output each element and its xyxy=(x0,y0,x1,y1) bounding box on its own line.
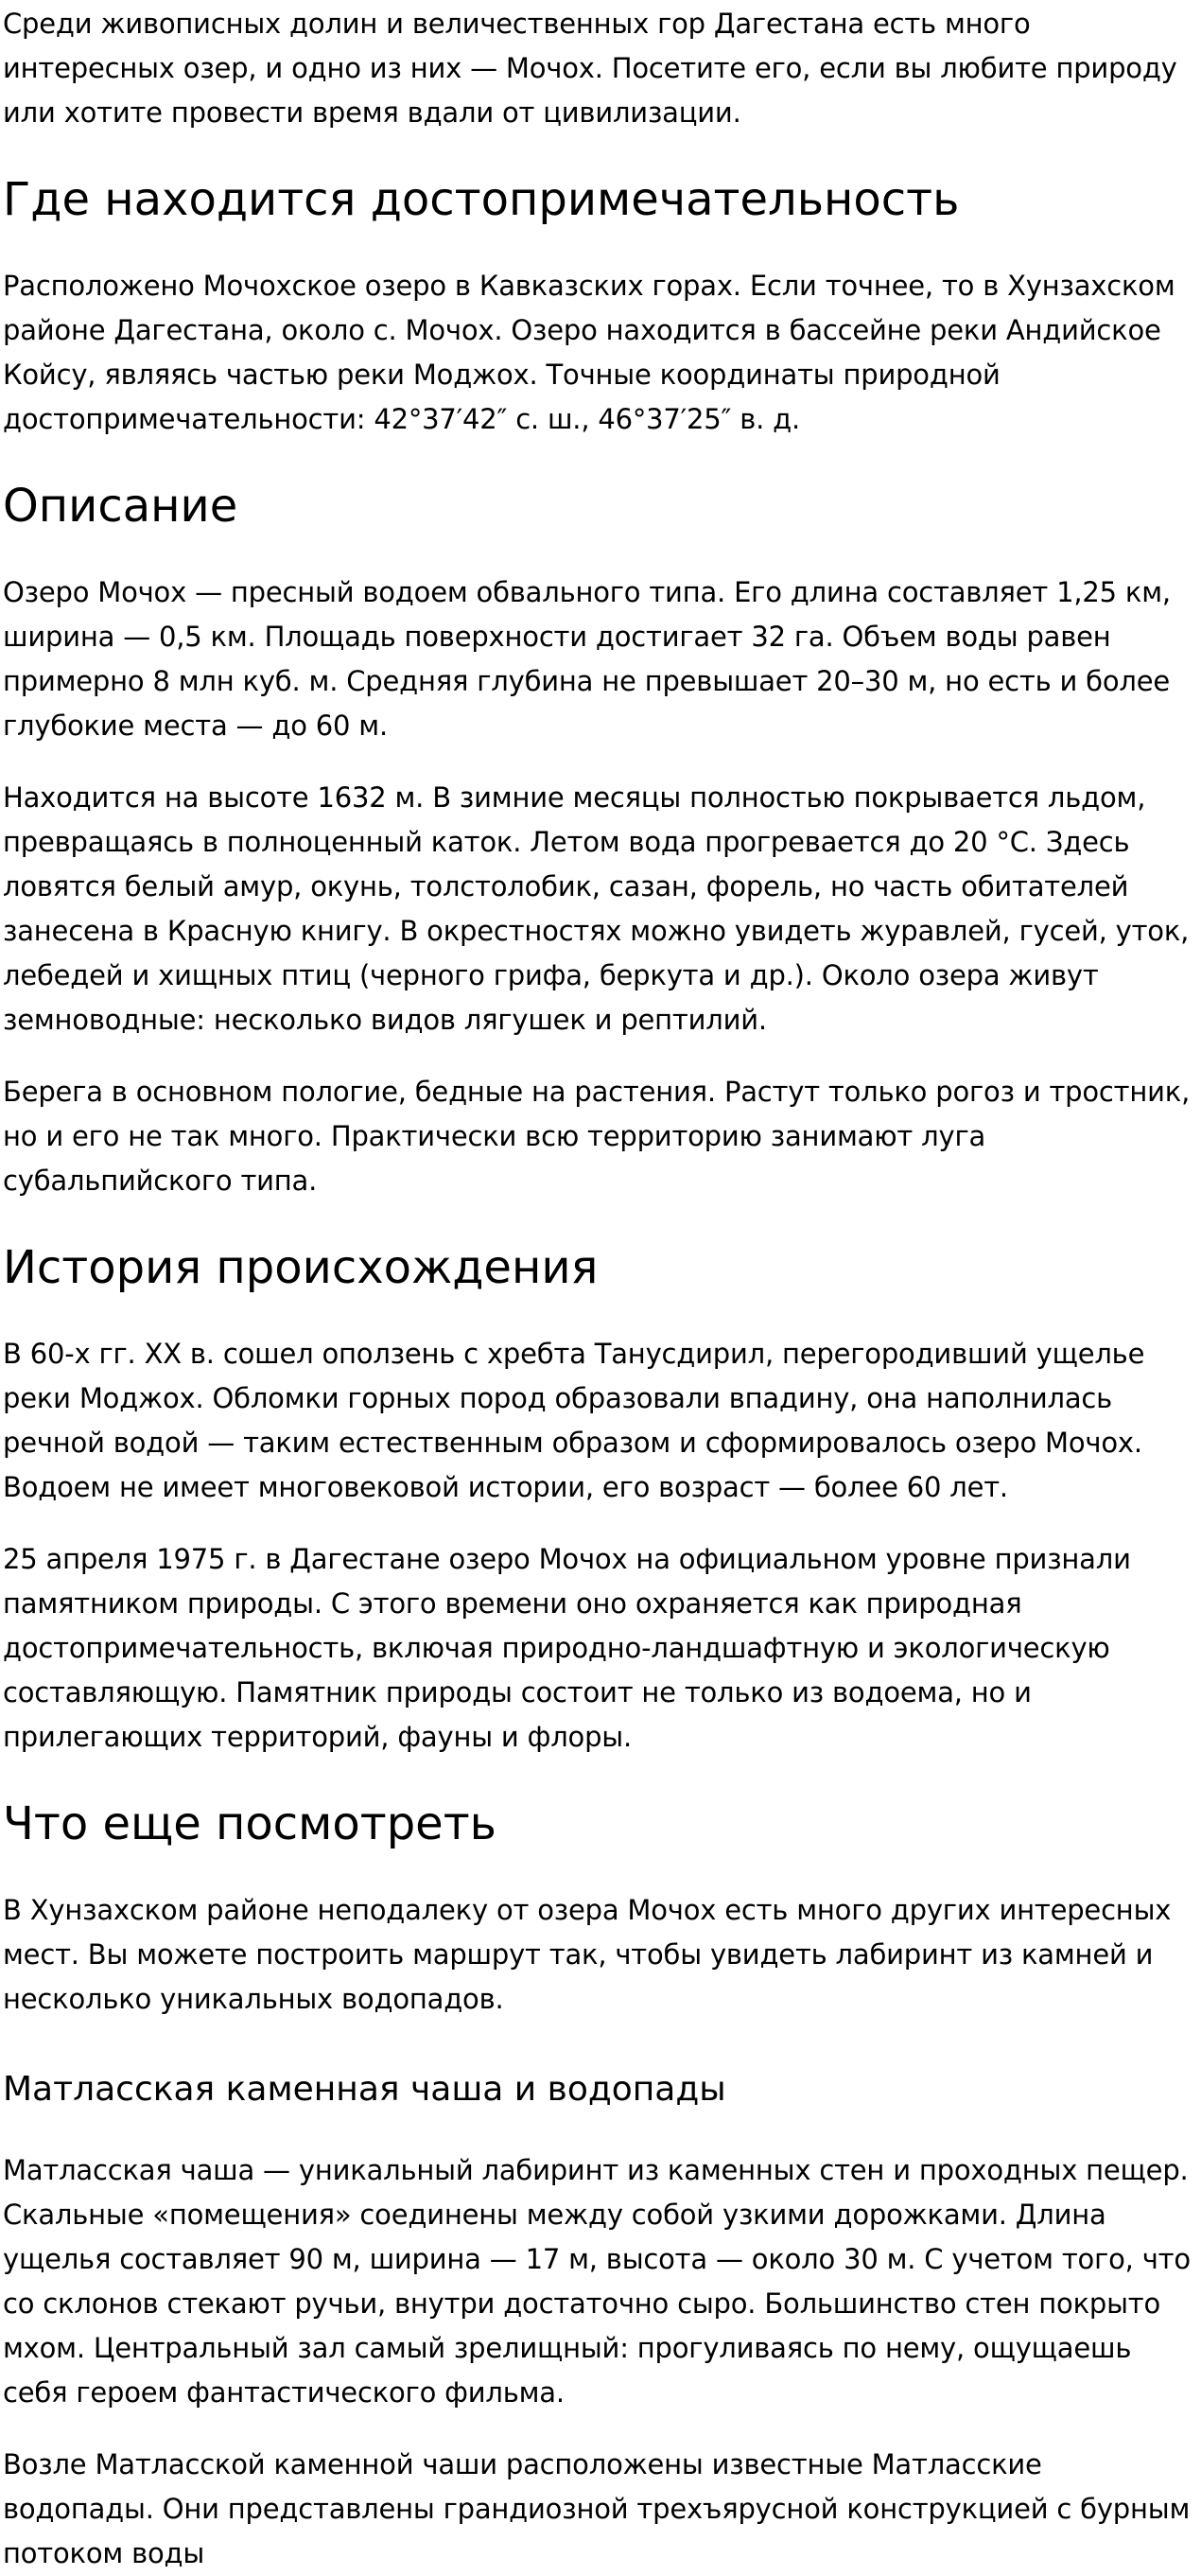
paragraph-history-2: 25 апреля 1975 г. в Дагестане озеро Мочох на официальном уровне признали памятником природы. С этого времени оно охраняется как природная достопримечательность, включая природно-ландшафтную и экологическую составляющую. Памятник природы состоит не только из водоема, но и прилегающих территорий, фауны и флоры. xyxy=(3,1543,1131,1753)
heading-what-else-to-see: Что еще посмотреть xyxy=(3,1797,496,1850)
paragraph-matlas-1: Матласская чаша — уникальный лабиринт из каменных стен и проходных пещер. Скальные «помещения» соединены между собой узкими дорожками. Длина ущелья составляет 90 м, ширина — 17 м, высота — около 30 м. С учетом того, что со склонов стекают ручьи, внутри достаточно сыро. Большинство стен покрыто мхом. Центральный зал самый зрелищный: прогуливаясь по нему, ощущаешь себя героем фантастического фильма. xyxy=(3,2154,1191,2409)
article-page xyxy=(0,2,1201,2569)
paragraph-location: Расположено Мочохское озеро в Кавказских горах. Если точнее, то в Хунзахском районе Дагестана, около с. Мочох. Озеро находится в бассейне реки Андийское Койсу, являясь частью реки Моджох. Точные координаты природной достопримечательности: 42°37′42″ с. ш., 46°37′25″ в. д. xyxy=(3,270,1175,435)
article xyxy=(3,2,1195,2576)
paragraph-description-1: Озеро Мочох — пресный водоем обвального типа. Его длина составляет 1,25 км, ширина — 0,5 км. Площадь поверхности достигает 32 га. Объем воды равен примерно 8 млн куб. м. Средняя глубина не превышает 20–30 м, но есть и более глубокие места — до 60 м. xyxy=(3,576,1171,742)
paragraph-description-3: Берега в основном пологие, бедные на растения. Растут только рогоз и тростник, но и его не так много. Практически всю территорию занимают луга субальпийского типа. xyxy=(3,1076,1191,1197)
heading-where-located: Где находится достопримечательность xyxy=(3,173,960,226)
paragraph-description-2: Находится на высоте 1632 м. В зимние месяцы полностью покрывается льдом, превращаясь в полноценный каток. Летом вода прогревается до 20 °C. Здесь ловятся белый амур, окунь, толстолобик, сазан, форель, но часть обитателей занесена в Красную книгу. В окрестностях можно увидеть журавлей, гусей, уток, лебедей и хищных птиц (черного грифа, беркута и др.). Около озера живут земноводные: несколько видов лягушек и рептилий. xyxy=(3,781,1190,1036)
paragraph-history-1: В 60-х гг. XX в. сошел оползень с хребта Танусдирил, перегородивший ущелье реки Моджох. Обломки горных пород образовали впадину, она наполнилась речной водой — таким естественным образом и сформировалось озеро Мочох. Водоем не имеет многовековой истории, его возраст — более 60 лет. xyxy=(3,1338,1145,1503)
intro-paragraph: Среди живописных долин и величественных гор Дагестана есть много интересных озер, и одно из них — Мочох. Посетите его, если вы любите природу или хотите провести время вдали от цивилизации. xyxy=(3,8,1177,129)
heading-description: Описание xyxy=(3,480,238,533)
heading-history: История происхождения xyxy=(3,1241,599,1294)
subheading-matlas-bowl-waterfalls: Матласская каменная чаша и водопады xyxy=(3,2070,726,2109)
paragraph-matlas-2: Возле Матласской каменной чаши расположены известные Матласские водопады. Они представлены грандиозной трехъярусной конструкцией с бурным потоком воды xyxy=(3,2448,1191,2569)
paragraph-what-else-1: В Хунзахском районе неподалеку от озера Мочох есть много других интересных мест. Вы можете построить маршрут так, чтобы увидеть лабиринт из камней и несколько уникальных водопадов. xyxy=(3,1894,1172,2015)
